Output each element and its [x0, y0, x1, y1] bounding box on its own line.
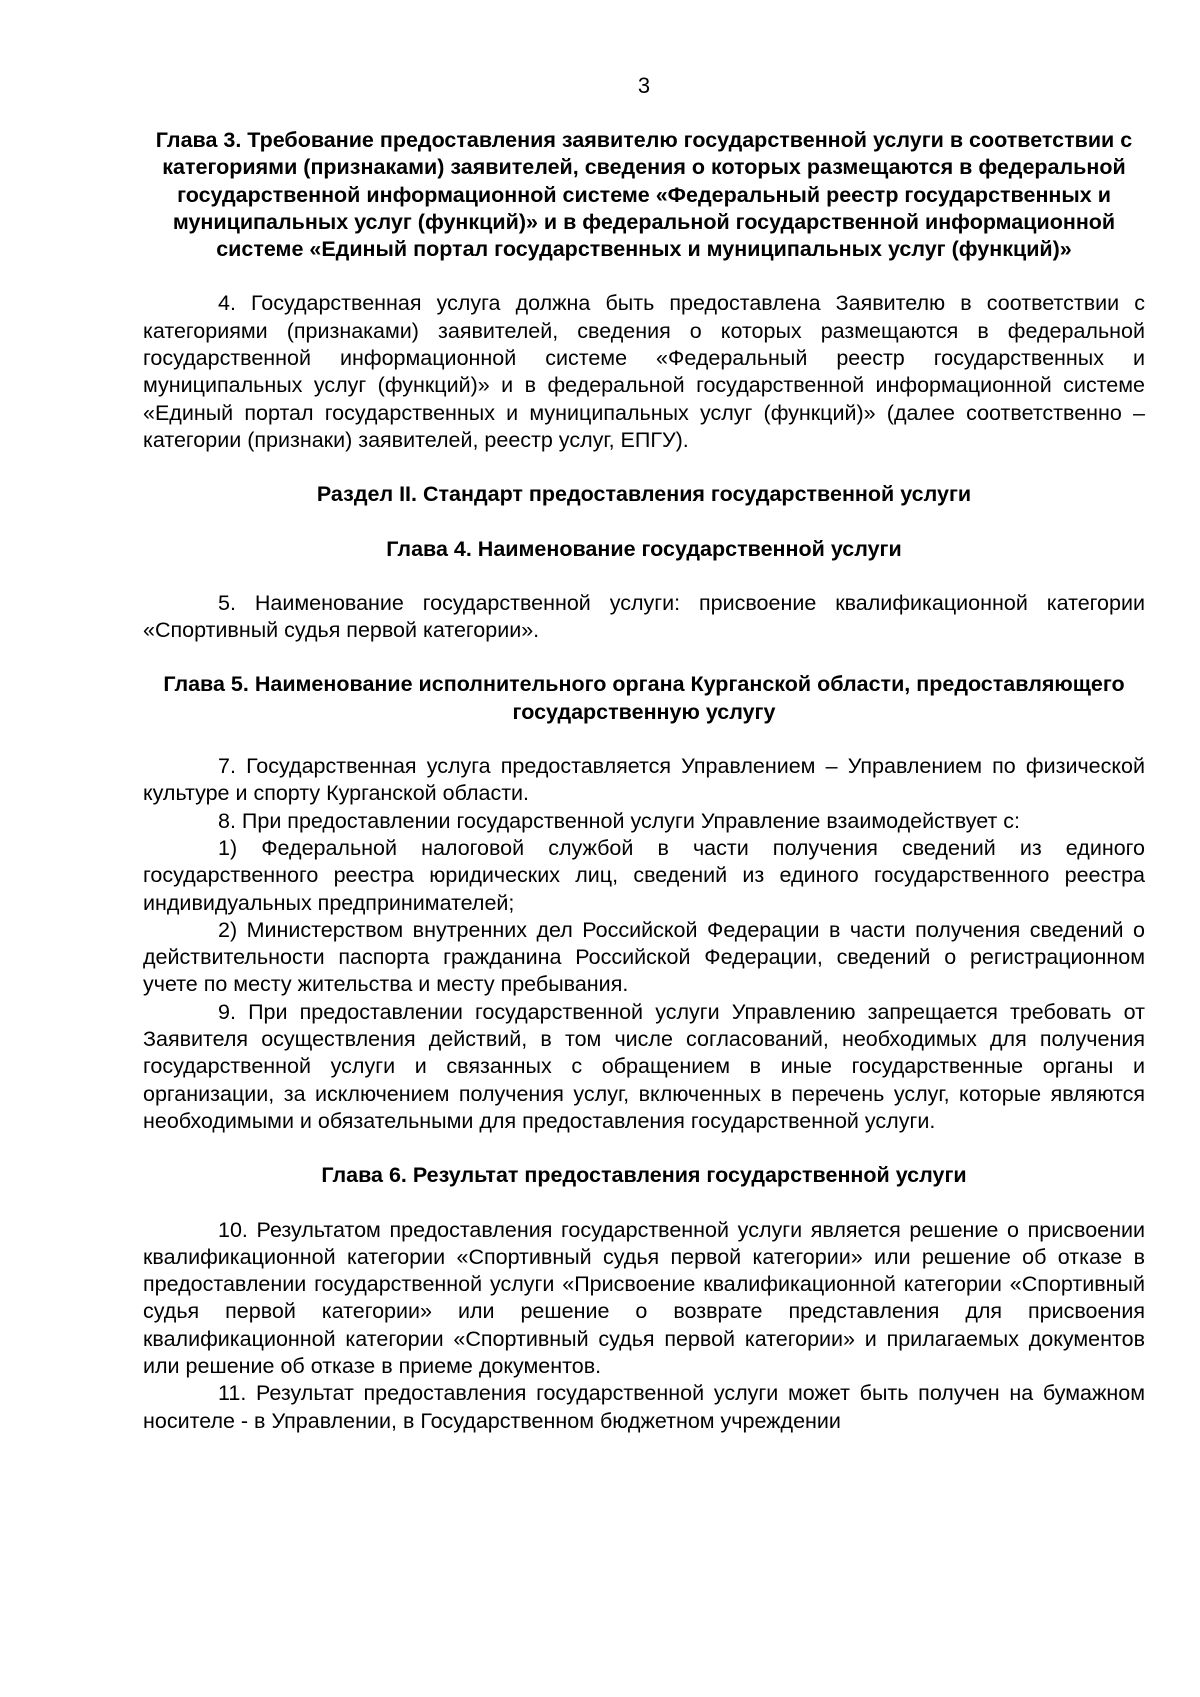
paragraph-8-item-1: 1) Федеральной налоговой службой в части получения сведений из единого государственного реестра юридических лиц, сведений из единого государственного реестра индивидуальных предпринимателей; [143, 835, 1145, 915]
paragraph-8: 8. При предоставлении государственной услуги Управление взаимодействует с: [218, 808, 1020, 833]
paragraph-5: 5. Наименование государственной услуги: присвоение квалификационной категории «Спортивный судья первой категории». [143, 590, 1145, 643]
page-number: 3 [637, 73, 651, 98]
paragraph-10: 10. Результатом предоставления государственной услуги является решение о присвоении квалификационной категории «Спортивный судья первой категории» или решение об отказе в предоставлении государственной услуги «Присвоение квалификационной категории «Спортивный судья первой категории» или решение о возврате представления для присвоения квалификационной категории «Спортивный судья первой категории» и прилагаемых документов или решение об отказе в приеме документов. [143, 1217, 1145, 1378]
paragraph-7: 7. Государственная услуга предоставляется Управлением – Управлением по физической культуре и спорту Курганской области. [143, 754, 1145, 806]
chapter-5-heading: Глава 5. Наименование исполнительного органа Курганской области, предоставляющего государственную услугу [163, 672, 1125, 724]
chapter-6-heading: Глава 6. Результат предоставления государственной услуги [321, 1163, 967, 1188]
chapter-4-heading: Глава 4. Наименование государственной услуги [386, 536, 902, 561]
section-2-heading: Раздел II. Стандарт предоставления государственной услуги [316, 482, 972, 507]
paragraph-11: 11. Результат предоставления государственной услуги может быть получен на бумажном носителе - в Управлении, в Государственном бюджетном учреждении [143, 1381, 1145, 1433]
document-page [143, 72, 1145, 1435]
chapter-3-heading: Глава 3. Требование предоставления заявителю государственной услуги в соответствии с категориями (признаками) заявителей, сведения о которых размещаются в федеральной государственной информационной системе «Федеральный реестр государственных и муниципальных услуг (функций)» и в федеральной государственной информационной системе «Единый портал государственных и муниципальных услуг (функций)» [155, 128, 1133, 262]
paragraph-4: 4. Государственная услуга должна быть предоставлена Заявителю в соответствии с категориями (признаками) заявителей, сведения о которых размещаются в федеральной государственной информационной системе «Федеральный реестр государственных и муниципальных услуг (функций)» и в федеральной государственной информационной системе «Единый портал государственных и муниципальных услуг (функций)» (далее соответственно – категории (признаки) заявителей, реестр услуг, ЕПГУ). [143, 291, 1145, 452]
paragraph-9: 9. При предоставлении государственной услуги Управлению запрещается требовать от Заявителя осуществления действий, в том числе согласований, необходимых для получения государственной услуги и связанных с обращением в иные государственные органы и организации, за исключением получения услуг, включенных в перечень услуг, которые являются необходимыми и обязательными для предоставления государственной услуги. [143, 999, 1145, 1133]
paragraph-8-item-2: 2) Министерством внутренних дел Российской Федерации в части получения сведений о действительности паспорта гражданина Российской Федерации, сведений о регистрационном учете по месту жительства и месту пребывания. [143, 917, 1145, 997]
